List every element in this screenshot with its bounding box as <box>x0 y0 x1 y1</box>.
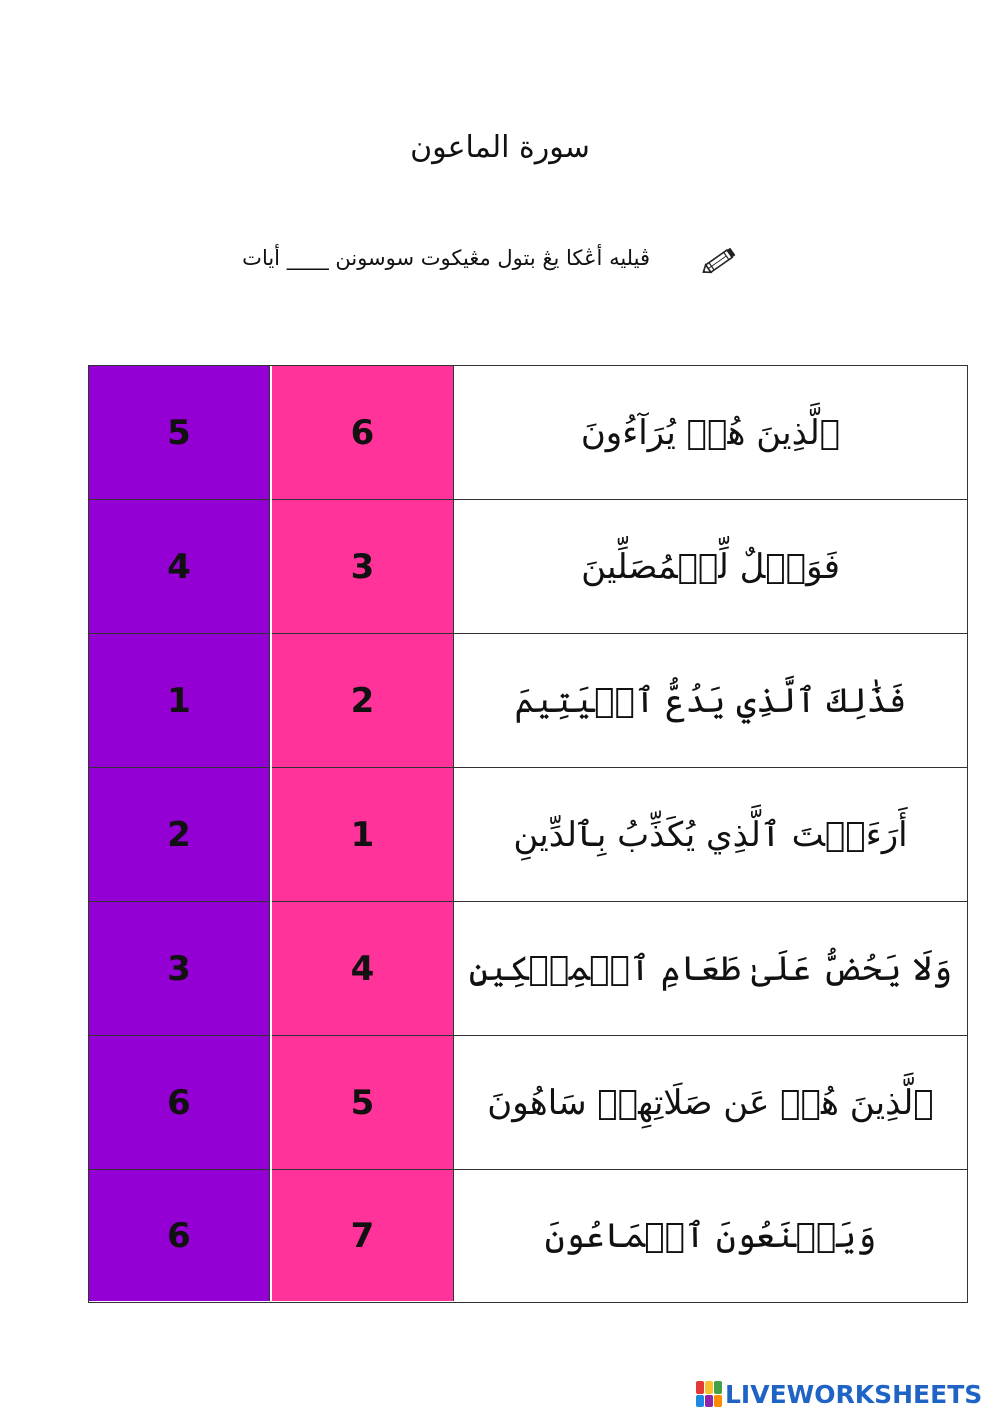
number-cell: 2 <box>272 634 454 768</box>
table-row <box>89 500 967 634</box>
answer-box[interactable]: 4 <box>89 500 270 634</box>
answer-box[interactable]: 6 <box>89 1036 270 1170</box>
ayah-order-table <box>88 365 968 1303</box>
number-cell: 4 <box>272 902 454 1036</box>
instruction-text: ڤيليه أڠكا يڠ بتول مڠيكوت سوسونن ____ أيات <box>242 246 650 270</box>
answer-box[interactable]: 3 <box>89 902 270 1036</box>
logo-text: LIVEWORKSHEETS <box>725 1379 983 1409</box>
pencil-icon <box>700 244 740 278</box>
ayah-text: أَرَءَيۡتَ ٱلَّذِي يُكَذِّبُ بِٱلدِّينِ <box>454 768 967 902</box>
table-row <box>89 366 967 500</box>
ayah-text: وَيَمۡنَعُونَ ٱلۡمَاعُونَ <box>454 1170 967 1301</box>
liveworksheets-logo[interactable] <box>696 1378 982 1410</box>
logo-mark-icon <box>696 1381 722 1407</box>
number-cell: 5 <box>272 1036 454 1170</box>
number-cell: 1 <box>272 768 454 902</box>
ayah-text: فَذَٰلِكَ ٱلَّذِي يَدُعُّ ٱلۡيَتِيمَ <box>454 634 967 768</box>
table-row <box>89 768 967 902</box>
answer-box[interactable]: 1 <box>89 634 270 768</box>
table-row <box>89 1170 967 1301</box>
answer-box[interactable]: 2 <box>89 768 270 902</box>
table-row <box>89 634 967 768</box>
ayah-text: ٱلَّذِينَ هُمۡ عَن صَلَاتِهِمۡ سَاهُونَ <box>454 1036 967 1170</box>
table-row <box>89 1036 967 1170</box>
table-row <box>89 902 967 1036</box>
ayah-text: وَلَا يَحُضُّ عَلَىٰ طَعَامِ ٱلۡمِسۡكِينِ <box>454 902 967 1036</box>
answer-box[interactable]: 6 <box>89 1170 270 1301</box>
number-cell: 6 <box>272 366 454 500</box>
number-cell: 7 <box>272 1170 454 1301</box>
ayah-text: فَوَيۡلٌ لِّلۡمُصَلِّينَ <box>454 500 967 634</box>
worksheet-title: سورة الماعون <box>410 130 590 165</box>
number-cell: 3 <box>272 500 454 634</box>
ayah-text: ٱلَّذِينَ هُمۡ يُرَآءُونَ <box>454 366 967 500</box>
answer-box[interactable]: 5 <box>89 366 270 500</box>
